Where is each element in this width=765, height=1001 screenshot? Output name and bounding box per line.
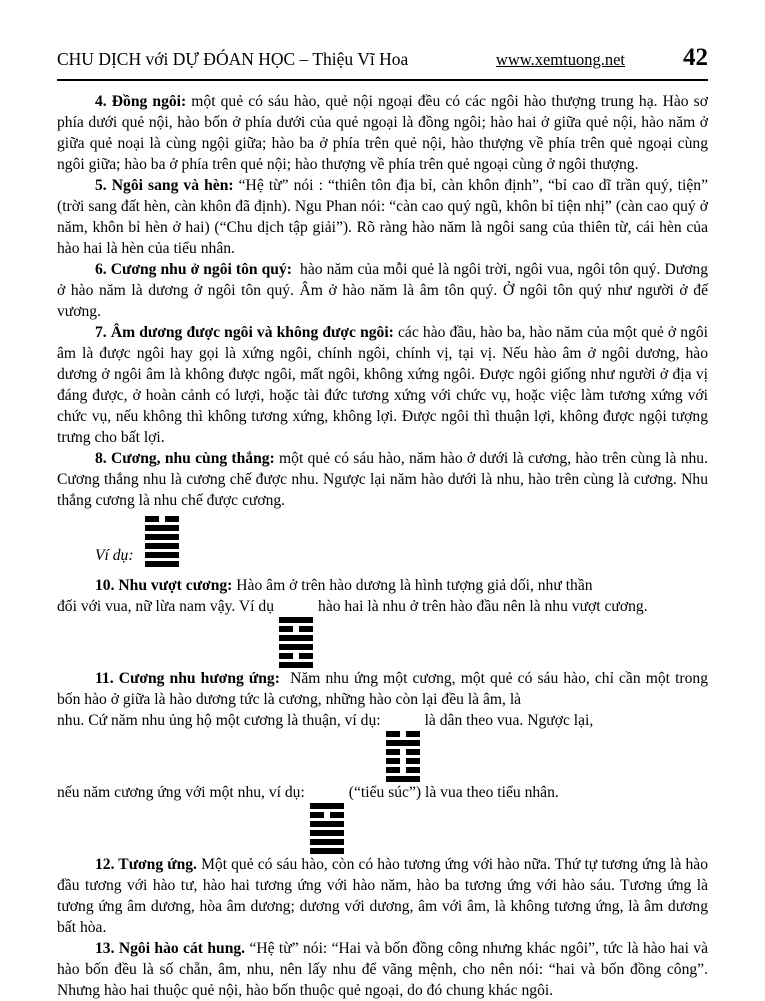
hexagram-line-yin [386,758,420,764]
hexagram-line-yang [145,552,179,558]
paragraph-6-label: 6. Cương nhu ở ngôi tôn quý: [95,261,292,278]
hexagram-line-yang [279,617,313,623]
hexagram-line-yin [279,626,313,632]
paragraph-12 [57,854,708,938]
paragraph-8 [57,448,708,511]
paragraph-6-text: hào năm của mỗi quẻ là ngôi trời, ngôi vua, ngôi tôn quý. Dương ở hào năm là dương ở ngôi tôn quý. Âm ở hào năm là âm tôn quý. Ở ngôi tôn quý như người ở đế vương. [57,261,708,320]
hexagram-dan-theo-vua-icon [386,731,420,782]
hexagram-line-yang [310,839,344,845]
paragraph-5-label: 5. Ngôi sang và hèn: [95,177,234,194]
hexagram-line-yin [386,731,420,737]
paragraph-11-label: 11. Cương nhu hương ứng: [95,670,280,687]
paragraph-7 [57,322,708,448]
paragraph-10-text2a: đối với vua, nữ lừa nam vậy. Ví dụ [57,598,275,615]
paragraph-12-label: 12. Tương ứng. [95,856,197,873]
paragraph-6 [57,259,708,322]
paragraph-13 [57,938,708,1001]
paragraph-10-label: 10. Nhu vượt cương: [95,577,233,594]
hexagram-line-yin [386,749,420,755]
hexagram-line-yang [279,635,313,641]
page-number: 42 [683,44,708,71]
paragraph-4-label: 4. Đồng ngôi: [95,93,187,110]
paragraph-10 [57,575,708,596]
document-title: CHU DỊCH với DỰ ĐÓAN HỌC – Thiệu Vĩ Hoa [57,49,409,69]
document-body [57,91,708,1001]
paragraph-11-continued-1 [57,710,708,782]
paragraph-13-label: 13. Ngôi hào cát hung. [95,940,246,957]
hexagram-line-yang [145,561,179,567]
hexagram-line-yang [310,821,344,827]
hexagram-line-yang [386,740,420,746]
paragraph-11-continued-2 [57,782,708,854]
paragraph-8-text: một quẻ có sáu hào, năm hào ở dưới là cương, hào trên cùng là nhu. Cương thắng nhu là cương chế được nhu. Ngược lại năm hào dưới là nhu, hào trên cùng là cương. Nhu thắng cương là nhu chế được cương. [57,450,708,509]
hexagram-line-yang [279,644,313,650]
paragraph-11-text2b: là dân theo vua. Ngược lại, [424,712,594,729]
hexagram-line-yin [310,812,344,818]
paragraph-5-text: “Hệ từ” nói : “thiên tôn địa bỉ, càn khôn định”, “bỉ cao dĩ trần quý, tiện” (trời sang đất hèn, càn khôn đã định). Ngu Phan nói: “càn cao quý ngũ, khôn bỉ tiện nhị” (càn cao quý ở năm, khôn bỉ hèn ở hai) (“Chu dịch tập giải”). Rõ ràng hào năm là ngôi sang của thiên từ, cái hèn của hào hai là hèn của tiểu nhân. [57,177,708,257]
paragraph-4 [57,91,708,175]
page-header [57,44,708,81]
hexagram-line-yang [310,803,344,809]
paragraph-11-text2a: nhu. Cứ năm nhu ủng hộ một cương là thuận, ví dụ: [57,712,381,729]
hexagram-line-yang [145,534,179,540]
paragraph-11 [57,668,708,710]
paragraph-5 [57,175,708,259]
hexagram-line-yang [145,525,179,531]
hexagram-line-yin [386,767,420,773]
paragraph-11-text3a: nếu năm cương ứng với một nhu, ví dụ: [57,784,305,801]
example-label: Ví dụ: [95,547,134,564]
hexagram-tieu-suc-icon [310,803,344,854]
hexagram-line-yang [310,830,344,836]
hexagram-line-yang [145,543,179,549]
paragraph-11-text1: Năm nhu ứng một cương, một quẻ có sáu hào, chỉ cần một trong bốn hào ở giữa là hào dương tức là cương, những hào còn lại đều là âm, là [57,670,709,708]
paragraph-8-label: 8. Cương, nhu cùng thắng: [95,450,275,467]
paragraph-12-text: Một quẻ có sáu hào, còn có hào tương ứng với hào nữa. Thứ tự tương ứng là hào đầu tương với hào tư, hào hai tương ứng với hào năm, hào ba tương ứng với hào sáu. Tương ứng là tương ứng âm dương, hòa âm dương; dương với dương, âm với âm, là không tương ứng, là âm dương bất hòa. [57,856,708,936]
paragraph-7-text: các hào đầu, hào ba, hào năm của một quẻ ở ngôi âm là được ngôi hay gọi là xứng ngôi, chính ngôi, chính vị, tại vị. Nếu hào âm ở ngôi dương, hào dương ở ngôi âm là không được ngôi, mất ngôi, không xứng ngôi. Được ngôi giống như người ở địa vị đáng được, ở hoàn cảnh có lượi, hoặc tài đức tương xứng với chức vụ, hoặc việc làm tương xứng với chức vụ, nếu không thì không tương xứng, không lợi. Được ngôi thì thuận lợi, không được ngội tượng trưng cho bất lợi. [57,324,708,446]
hexagram-line-yin [145,516,179,522]
paragraph-10-text2b: hào hai là nhu ở trên hào đầu nên là nhu vượt cương. [318,598,648,615]
paragraph-4-text: một quẻ có sáu hào, quẻ nội ngoại đều có các ngôi hào thượng trung hạ. Hào sơ phía dưới quẻ nội, hào bốn ở phía dưới của quẻ ngoại là đồng ngôi; hào hai ở giữa quẻ nội, hào năm ở giữa quẻ noại là cùng ngội giữa; hào ba ở phía trên quẻ nội, hào thượng về phía trên quẻ ngoại cùng ngôi giữa; hào ba ở phía trên quẻ nội; hào thượng về phía trên quẻ ngoại cùng ở ngôi thượng. [57,93,708,173]
site-link[interactable]: www.xemtuong.net [495,50,625,69]
paragraph-11-text3b: (“tiểu súc”) là vua theo tiểu nhân. [348,784,559,801]
paragraph-10-text1: Hào âm ở trên hào dương là hình tượng giả dối, như thần [236,577,593,594]
hexagram-quai-icon [145,516,179,567]
paragraph-7-label: 7. Âm dương được ngôi và không được ngôi: [95,324,394,341]
hexagram-ly-icon [279,617,313,668]
hexagram-line-yin [279,653,313,659]
paragraph-10-continued [57,596,708,668]
example-block [95,516,708,567]
paragraph-13-text: “Hệ từ” nói: “Hai và bốn đồng công nhưng khác ngôi”, tức là hào hai và hào bốn đều là số chẵn, âm, nhu, nên lấy nhu để vãng mệnh, cho nên nói: “hai và bốn đồng công”. Nhưng hào hai thuộc quẻ nội, hào bốn thuộc quẻ ngoại, do đó chung khác ngôi. [57,940,708,999]
